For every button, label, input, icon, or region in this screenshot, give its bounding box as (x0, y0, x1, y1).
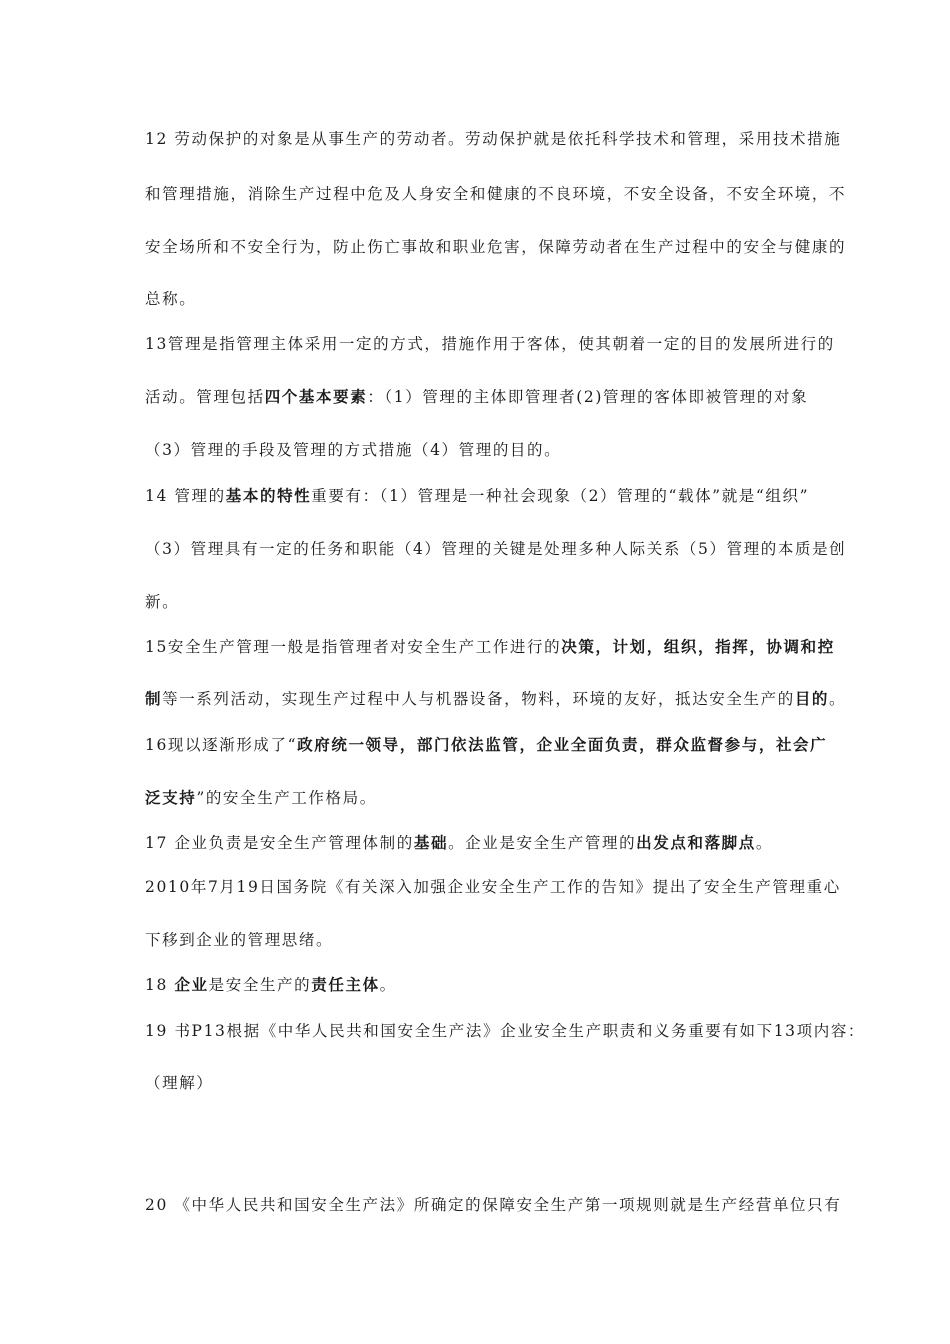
text-line (145, 929, 845, 951)
text-line (145, 288, 845, 310)
text-segment: 14 管理的 (145, 487, 226, 505)
text-line (145, 128, 845, 150)
text-segment: 。 (379, 976, 397, 994)
text-segment: ：（1）管理的主体即管理者(2)管理的客体即被管理的对象 (367, 388, 809, 406)
text-segment: 2010年7月19日国务院《有关深入加强企业安全生产工作的告知》提出了安全生产管理重心 (145, 878, 841, 896)
text-segment: 20 《中华人民共和国安全生产法》所确定的保障安全生产第一项规则就是生产经营单位只有 (145, 1196, 842, 1214)
text-line (145, 538, 845, 560)
text-segment: 等一系列活动，实现生产过程中人与机器设备，物料，环境的友好，抵达安全生产的 (162, 690, 795, 708)
text-segment: （理解） (145, 1074, 214, 1092)
text-line (145, 1072, 845, 1094)
text-line (145, 183, 845, 205)
text-line (145, 787, 845, 809)
text-line (145, 485, 845, 507)
bold-text: 基础 (413, 833, 449, 852)
text-line (145, 439, 845, 461)
text-segment: 。企业是安全生产管理的 (448, 834, 637, 852)
bold-text: 决策，计划，组织，指挥，协调和控 (561, 637, 835, 656)
text-segment: 16现以逐渐形成了“ (145, 736, 298, 754)
bold-text: 政府统一领导，部门依法监管，企业全面负责，群众监督参与，社会广 (297, 735, 828, 754)
text-segment: 17 企业负责是安全生产管理体制的 (145, 834, 414, 852)
text-segment: 15安全生产管理一般是指管理者对安全生产工作进行的 (145, 638, 562, 656)
bold-text: 基本的特性 (225, 486, 312, 505)
text-line (145, 591, 845, 613)
text-segment: （3）管理具有一定的任务和职能（4）管理的关键是处理多种人际关系（5）管理的本质是创 (145, 540, 847, 558)
text-segment: 是安全生产的 (208, 976, 312, 994)
text-segment: 。 (829, 690, 847, 708)
text-segment: 12 劳动保护的对象是从事生产的劳动者。劳动保护就是依托科学技术和管理，采用技术措施 (145, 130, 842, 148)
text-segment: 下移到企业的管理思绪。 (145, 931, 334, 949)
text-line (145, 974, 845, 996)
bold-text: 目的 (794, 689, 830, 708)
text-line (145, 734, 845, 756)
text-segment: 活动。管理包括 (145, 388, 265, 406)
bold-text: 责任主体 (311, 975, 380, 994)
text-line (145, 636, 845, 658)
bold-text: 出发点和落脚点 (636, 833, 756, 852)
text-segment: 。 (755, 834, 773, 852)
bold-text: 四个基本要素 (264, 387, 368, 406)
text-segment: （3）管理的手段及管理的方式措施（4）管理的目的。 (145, 441, 562, 459)
text-segment: 安全场所和不安全行为，防止伤亡事故和职业危害，保障劳动者在生产过程中的安全与健康的 (145, 238, 847, 256)
text-segment: 重要有：（1）管理是一种社会现象（2）管理的“载体”就是“组织” (311, 487, 810, 505)
text-segment: 和管理措施，消除生产过程中危及人身安全和健康的不良环境，不安全设备，不安全环境，不 (145, 185, 847, 203)
text-line (145, 236, 845, 258)
text-line (145, 333, 845, 355)
bold-text: 企业 (174, 975, 209, 994)
text-segment: 新。 (145, 593, 180, 611)
text-line (145, 1020, 866, 1042)
text-line (145, 876, 845, 898)
text-segment: ”的安全生产工作格局。 (196, 789, 377, 807)
text-line (145, 386, 845, 408)
text-segment: 13管理是指管理主体采用一定的方式，措施作用于客体，使其朝着一定的目的发展所进行的 (145, 335, 835, 353)
text-line (145, 688, 845, 710)
text-line (145, 832, 845, 854)
text-segment: 总称。 (145, 290, 197, 308)
bold-text: 泛支持 (145, 788, 197, 807)
text-segment: 18 (145, 976, 175, 994)
text-line (145, 1194, 845, 1216)
text-segment: 19 书P13根据《中华人民共和国安全生产法》企业安全生产职责和义务重要有如下13项内容： (145, 1022, 866, 1040)
bold-text: 制 (145, 689, 163, 708)
